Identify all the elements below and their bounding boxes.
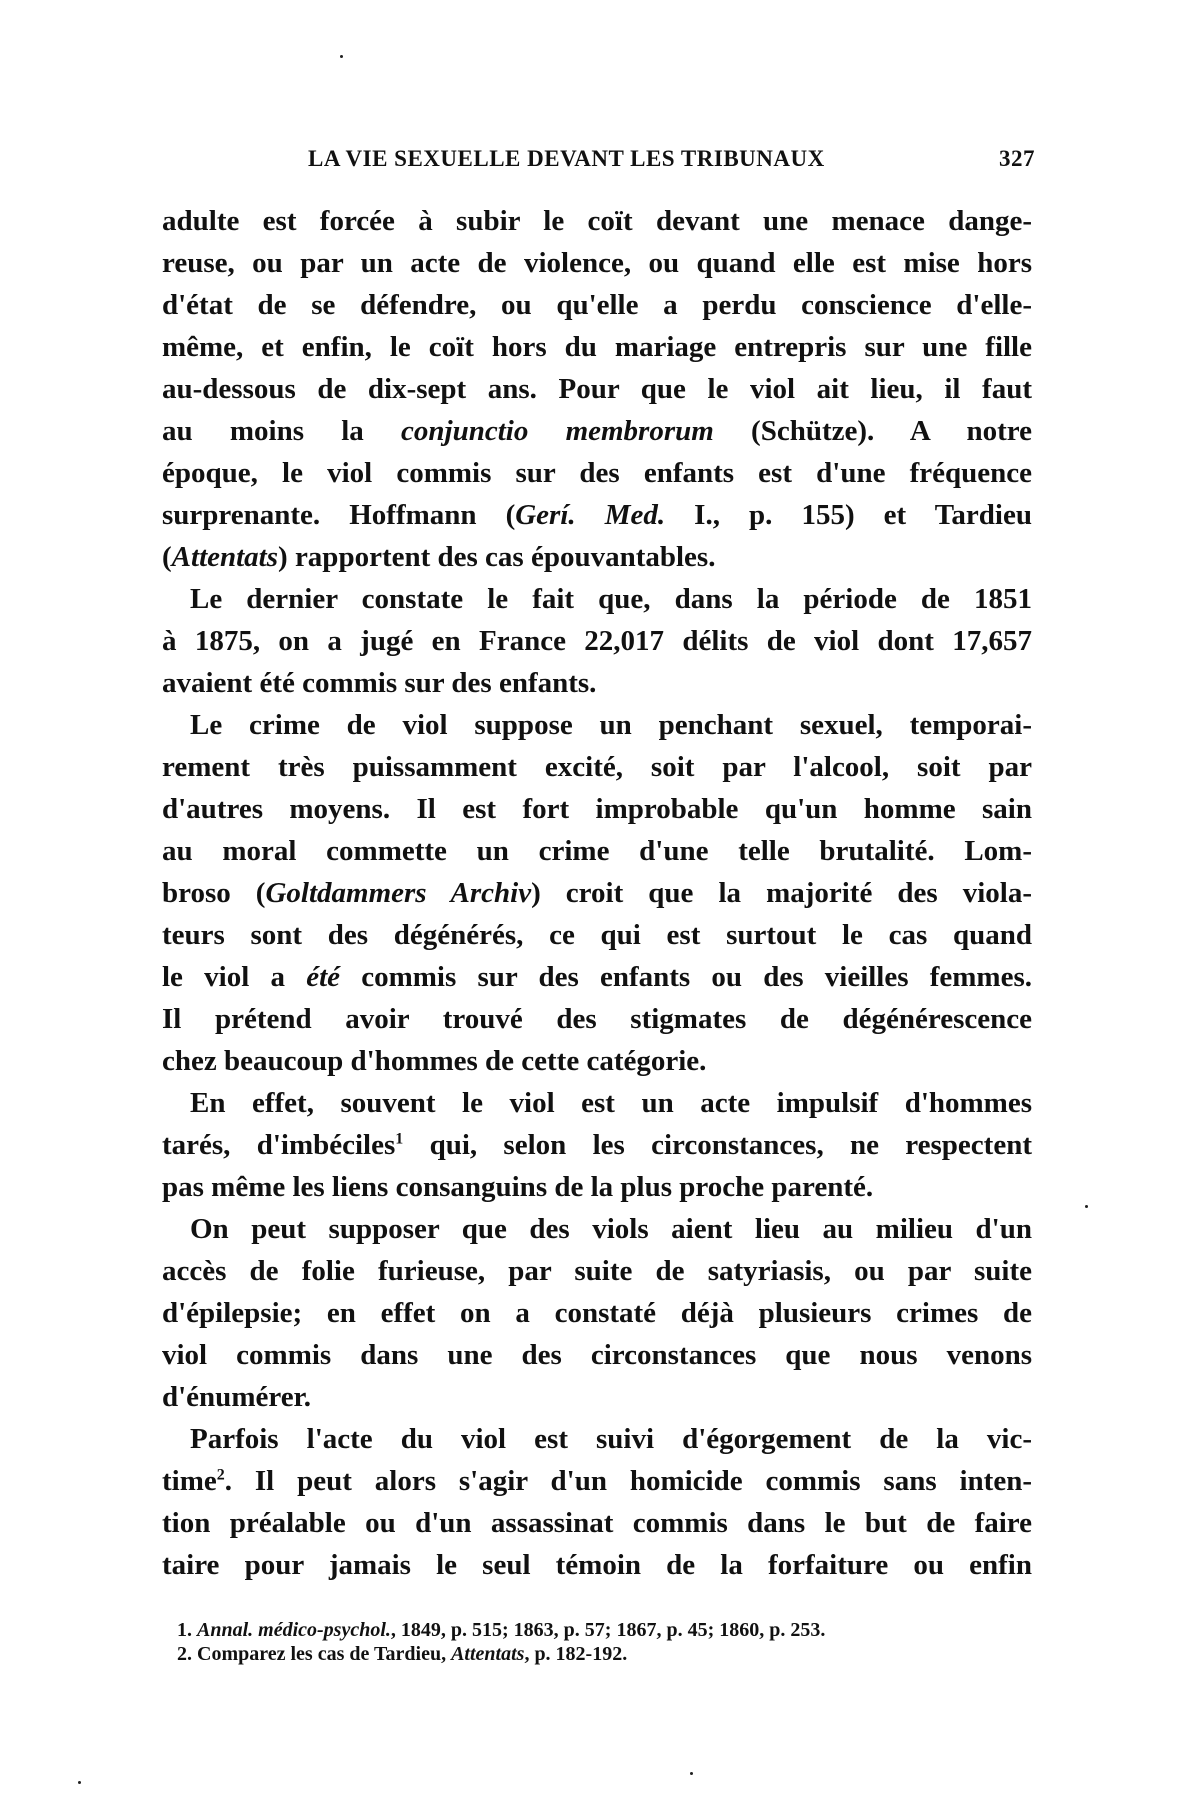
text-line xyxy=(162,1502,1032,1544)
text-line xyxy=(162,1460,1032,1502)
text-line xyxy=(162,368,1032,410)
footnotes xyxy=(177,1618,1017,1666)
text-run: tarés, d'imbéciles xyxy=(162,1129,396,1161)
text-run: d'épilepsie; en effet on a constaté déjà plusieurs crimes de xyxy=(162,1297,1032,1329)
text-line xyxy=(162,1376,1032,1418)
text-run: qui, selon les circonstances, ne respectent xyxy=(403,1129,1032,1161)
text-run: chez beaucoup d'hommes de cette catégorie. xyxy=(162,1045,707,1077)
text-run: (Schütze). A notre xyxy=(713,415,1032,447)
italic-text: Attentats xyxy=(451,1643,525,1665)
text-run: 1. xyxy=(177,1619,197,1641)
text-run: au moins la xyxy=(162,415,402,447)
page-number: 327 xyxy=(999,146,1035,171)
footnote xyxy=(177,1642,1017,1666)
text-run: ) rapportent des cas épouvantables. xyxy=(278,541,716,573)
text-line xyxy=(162,1544,1032,1586)
italic-text: Gerí. Med. xyxy=(515,499,666,531)
scan-speck xyxy=(340,55,343,58)
text-line xyxy=(162,1334,1032,1376)
text-line xyxy=(162,998,1032,1040)
text-run: I., p. 155) et Tardieu xyxy=(665,499,1032,531)
italic-text: Annal. médico-psychol. xyxy=(197,1619,391,1641)
running-title: LA VIE SEXUELLE DEVANT LES TRIBUNAUX xyxy=(308,146,825,171)
text-line xyxy=(162,1082,1032,1124)
body-text xyxy=(162,200,1032,1586)
text-line xyxy=(162,914,1032,956)
text-line xyxy=(162,704,1032,746)
footnote-ref: 1 xyxy=(395,1130,404,1148)
text-line xyxy=(162,1292,1032,1334)
text-line xyxy=(162,1040,1032,1082)
text-line xyxy=(162,1166,1032,1208)
text-run: d'énumérer. xyxy=(162,1381,312,1413)
text-line xyxy=(162,284,1032,326)
text-line xyxy=(162,536,1032,578)
running-header xyxy=(308,146,1035,180)
text-run: au moral commette un crime d'une telle brutalité. Lom- xyxy=(162,835,1032,867)
text-run: On peut supposer que des viols aient lieu au milieu d'un xyxy=(190,1213,1032,1245)
scan-speck xyxy=(690,1772,693,1775)
text-run: . Il peut alors s'agir d'un homicide commis sans inten- xyxy=(224,1465,1032,1497)
text-line xyxy=(162,326,1032,368)
text-run: d'autres moyens. Il est fort improbable qu'un homme sain xyxy=(162,793,1032,825)
text-run: adulte est forcée à subir le coït devant une menace dange- xyxy=(162,205,1032,237)
text-line xyxy=(162,452,1032,494)
scan-speck xyxy=(78,1781,81,1784)
text-run: pas même les liens consanguins de la plus proche parenté. xyxy=(162,1171,874,1203)
text-run: Parfois l'acte du viol est suivi d'égorgement de la vic- xyxy=(190,1423,1032,1455)
text-run: ) croit que la majorité des viola- xyxy=(531,877,1032,909)
text-run: Il prétend avoir trouvé des stigmates de dégénérescence xyxy=(162,1003,1032,1035)
text-line xyxy=(162,956,1032,998)
text-line xyxy=(162,662,1032,704)
text-run: viol commis dans une des circonstances que nous venons xyxy=(162,1339,1032,1371)
text-run: 2. Comparez les cas de Tardieu, xyxy=(177,1643,452,1665)
text-run: , p. 182-192. xyxy=(524,1643,628,1665)
text-run: teurs sont des dégénérés, ce qui est surtout le cas quand xyxy=(162,919,1032,951)
text-line xyxy=(162,578,1032,620)
text-line xyxy=(162,200,1032,242)
text-run: , 1849, p. 515; 1863, p. 57; 1867, p. 45; 1860, p. 253. xyxy=(390,1619,826,1641)
text-run: taire pour jamais le seul témoin de la forfaiture ou enfin xyxy=(162,1549,1032,1581)
italic-text: conjunctio membrorum xyxy=(401,415,714,447)
text-line xyxy=(162,788,1032,830)
text-run: avaient été commis sur des enfants. xyxy=(162,667,597,699)
text-line xyxy=(162,746,1032,788)
text-run: Le dernier constate le fait que, dans la période de 1851 xyxy=(190,583,1032,615)
text-run: surprenante. Hoffmann ( xyxy=(162,499,516,531)
text-run: même, et enfin, le coït hors du mariage entrepris sur une fille xyxy=(162,331,1032,363)
italic-text: Goltdammers Archiv xyxy=(265,877,532,909)
text-run: au-dessous de dix-sept ans. Pour que le viol ait lieu, il faut xyxy=(162,373,1032,405)
text-run: reuse, ou par un acte de violence, ou quand elle est mise hors xyxy=(162,247,1032,279)
text-line xyxy=(162,1250,1032,1292)
text-run: à 1875, on a jugé en France 22,017 délits de viol dont 17,657 xyxy=(162,625,1032,657)
text-line xyxy=(162,830,1032,872)
text-line xyxy=(162,494,1032,536)
text-run: tion préalable ou d'un assassinat commis dans le but de faire xyxy=(162,1507,1032,1539)
text-run: époque, le viol commis sur des enfants est d'une fréquence xyxy=(162,457,1032,489)
text-run: d'état de se défendre, ou qu'elle a perdu conscience d'elle- xyxy=(162,289,1032,321)
footnote xyxy=(177,1618,1017,1642)
italic-text: Attentats xyxy=(171,541,279,573)
text-line xyxy=(162,242,1032,284)
text-run: commis sur des enfants ou des vieilles femmes. xyxy=(340,961,1032,993)
text-line xyxy=(162,1208,1032,1250)
scan-speck xyxy=(1085,1205,1088,1208)
text-line xyxy=(162,620,1032,662)
text-run: time xyxy=(162,1465,217,1497)
text-line xyxy=(162,872,1032,914)
text-run: Le crime de viol suppose un penchant sexuel, temporai- xyxy=(190,709,1032,741)
text-run: le viol a xyxy=(162,961,307,993)
text-run: ( xyxy=(162,541,172,573)
text-run: rement très puissamment excité, soit par l'alcool, soit par xyxy=(162,751,1032,783)
italic-text: été xyxy=(306,961,341,993)
text-line xyxy=(162,410,1032,452)
text-run: accès de folie furieuse, par suite de satyriasis, ou par suite xyxy=(162,1255,1032,1287)
footnote-ref: 2 xyxy=(216,1466,225,1484)
text-run: broso ( xyxy=(162,877,266,909)
text-line xyxy=(162,1418,1032,1460)
text-run: En effet, souvent le viol est un acte impulsif d'hommes xyxy=(190,1087,1032,1119)
text-line xyxy=(162,1124,1032,1166)
